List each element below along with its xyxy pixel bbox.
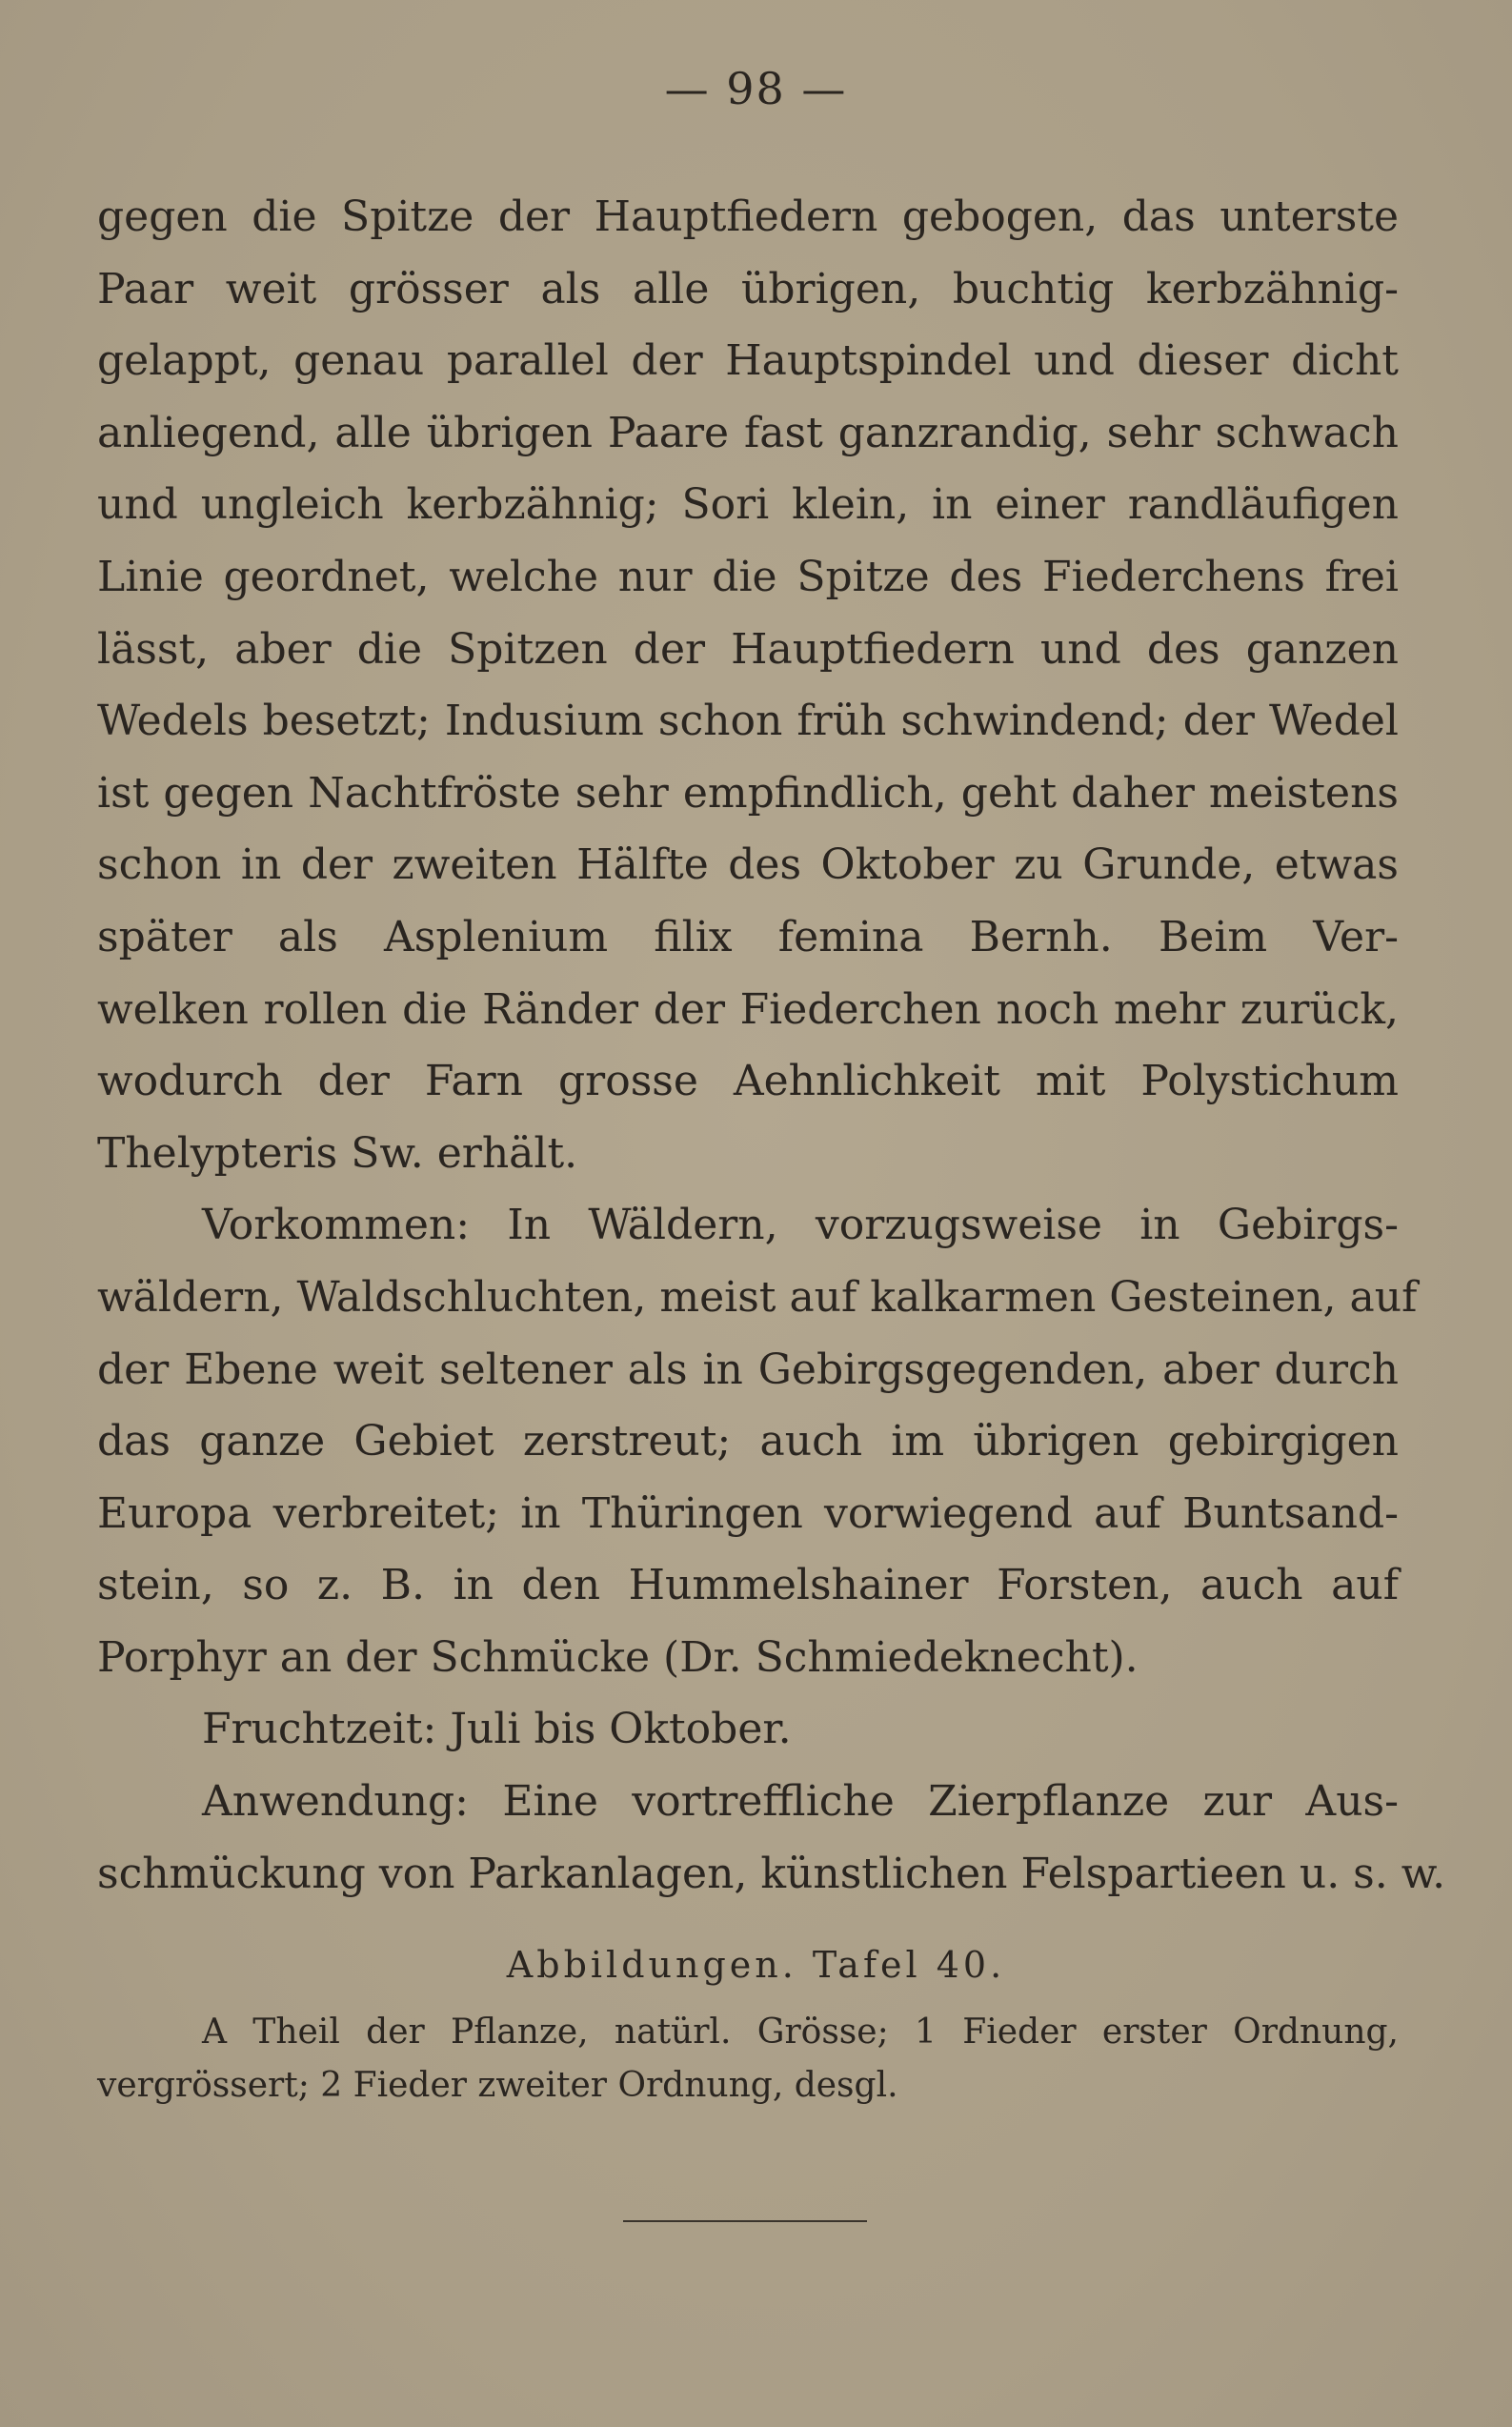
- text-line: Linie geordnet, welche nur die Spitze des Fiederchens frei: [97, 552, 1399, 601]
- figure-caption-title: Abbildungen. Tafel 40.: [506, 1944, 1006, 1986]
- section-divider: [623, 2220, 867, 2222]
- text-line: schmückung von Parkanlagen, künstlichen Felspartieen u. s. w.: [97, 1849, 1446, 1898]
- text-line: später als Asplenium filix femina Bernh. Beim Ver-: [97, 912, 1399, 961]
- text-line: Wedels besetzt; Indusium schon früh schwindend; der Wedel: [97, 697, 1399, 746]
- text-line: wäldern, Waldschluchten, meist auf kalkarmen Gesteinen, auf: [97, 1272, 1418, 1322]
- page-number: — 98 —: [664, 63, 848, 114]
- text-line: lässt, aber die Spitzen der Hauptfiedern und des ganzen: [97, 624, 1399, 674]
- paragraph-anwendung: Anwendung: Eine vortreffliche Zierpflanze zur Aus-: [202, 1777, 1399, 1827]
- text-line: gelappt, genau parallel der Hauptspindel und dieser dicht: [97, 336, 1399, 386]
- text-line: Thelypteris Sw. erhält.: [97, 1128, 578, 1178]
- figure-caption: [97, 2006, 1399, 2113]
- text-line: ist gegen Nachtfröste sehr empfindlich, geht daher meistens: [97, 768, 1399, 818]
- text-line: anliegend, alle übrigen Paare fast ganzrandig, sehr schwach: [97, 408, 1399, 457]
- paragraph-vorkommen: Vorkommen: In Wäldern, vorzugsweise in Gebirgs-: [202, 1201, 1399, 1250]
- text-line: stein, so z. B. in den Hummelshainer Forsten, auch auf: [97, 1561, 1399, 1610]
- text-line: Porphyr an der Schmücke (Dr. Schmiedeknecht).: [97, 1632, 1139, 1682]
- text-line: das ganze Gebiet zerstreut; auch im übrigen gebirgigen: [97, 1417, 1399, 1466]
- caption-line: A Theil der Pflanze, natürl. Grösse; 1 Fieder erster Ordnung,: [202, 2012, 1399, 2052]
- text-line: Europa verbreitet; in Thüringen vorwiegend auf Buntsand-: [97, 1488, 1399, 1538]
- text-line: wodurch der Farn grosse Aehnlichkeit mit Polystichum: [97, 1057, 1399, 1106]
- text-line: Paar weit grösser als alle übrigen, buchtig kerbzähnig-: [97, 264, 1399, 313]
- caption-line: vergrössert; 2 Fieder zweiter Ordnung, desgl.: [97, 2066, 898, 2105]
- text-line: der Ebene weit seltener als in Gebirgsgegenden, aber durch: [97, 1345, 1399, 1394]
- text-line: welken rollen die Ränder der Fiederchen noch mehr zurück,: [97, 984, 1399, 1034]
- paragraph-fruchtzeit: Fruchtzeit: Juli bis Oktober.: [202, 1705, 792, 1754]
- body-text: [97, 181, 1446, 1910]
- text-line: schon in der zweiten Hälfte des Oktober zu Grunde, etwas: [97, 840, 1399, 890]
- text-line: gegen die Spitze der Hauptfiedern gebogen, das unterste: [97, 192, 1399, 241]
- text-line: und ungleich kerbzähnig; Sori klein, in einer randläufigen: [97, 480, 1399, 530]
